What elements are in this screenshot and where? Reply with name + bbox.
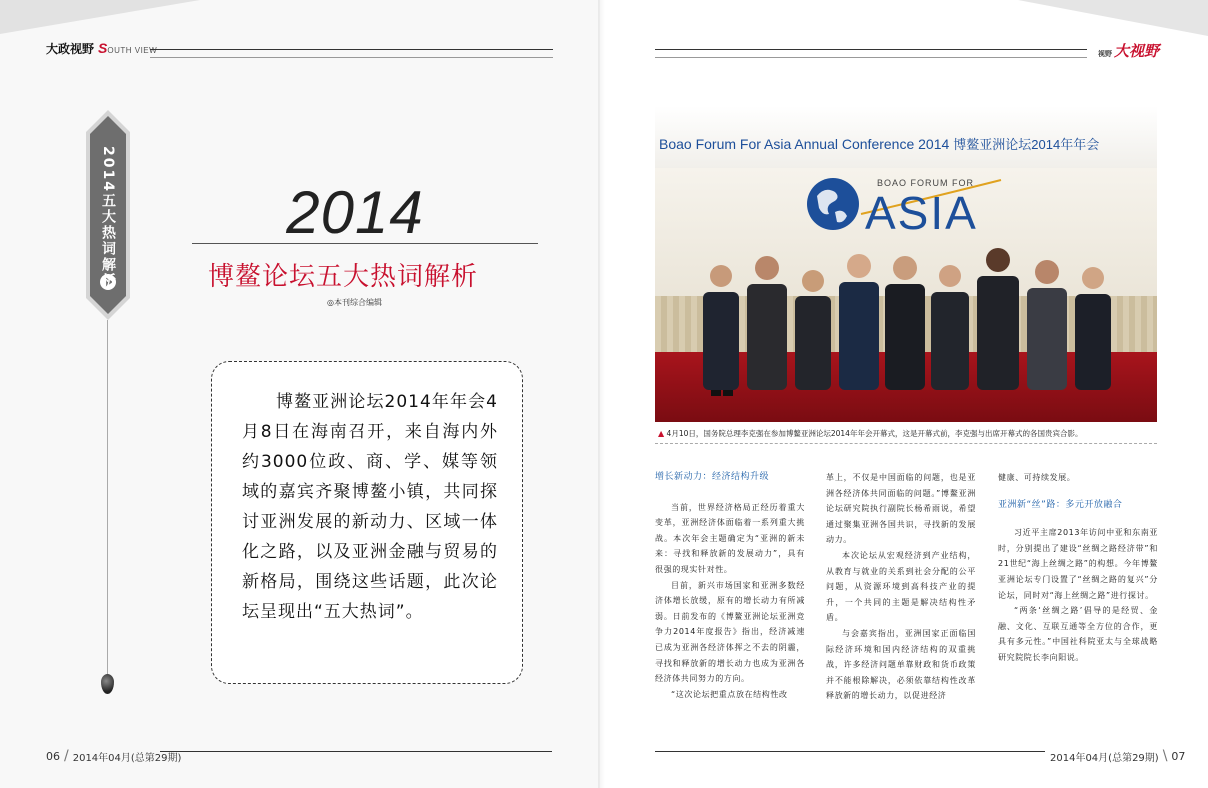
section-name: 大视野 [1114, 42, 1160, 60]
banner-zh: 博鳌亚洲论坛2014年年会 [953, 137, 1100, 152]
article-title: 博鳌论坛五大热词解析 [208, 262, 479, 292]
corner-decoration [1018, 0, 1208, 36]
issue-date: 2014年04月(总第29期) [1050, 752, 1159, 764]
section-heading: 增长新动力：经济结构升级 [655, 472, 770, 482]
caption-marker-icon: ▲ [658, 429, 665, 438]
caption-text: 4月10日，国务院总理李克强在参加博鳌亚洲论坛2014年年会开幕式，这是开幕式前，李克强与出席开幕式的各国贵宾合影。 [666, 429, 1083, 438]
section-heading: 亚洲新“丝”路：多元开放融合 [998, 499, 1123, 510]
caption-rule [655, 443, 1157, 444]
magazine-header-left [46, 40, 157, 57]
intro-text: 博鳌亚洲论坛2014年年会4月8日在海南召开，来自海内外约3000位政、商、学、媒等领域的嘉宾齐聚博鳌小镇，共同探讨亚洲发展的新动力、区域一体化之路，以及亚洲金融与贸易的新格局，围绕这些话题，此次论坛呈现出“五大热词”。 [242, 392, 498, 622]
header-rule [655, 57, 1087, 58]
byline: ◎本刊综合编辑 [327, 298, 382, 307]
page-fold [598, 0, 610, 788]
article-column-3 [998, 470, 1158, 666]
delegate-figure [747, 256, 787, 390]
footer-rule [655, 751, 1045, 752]
header-rule [655, 49, 1087, 50]
photo-caption [658, 428, 1158, 439]
paragraph: 与会嘉宾指出，亚洲国家正面临国际经济环境和国内经济结构的双重挑战，许多经济问题单靠财政和货币政策并不能根除解决，必须依靠结构性改革释放新的增长动力，以促进经济 [826, 628, 976, 701]
footer-slash: \ [1162, 748, 1168, 764]
issue-date: 2014年04月(总第29期) [72, 752, 182, 764]
header-rule [150, 57, 553, 58]
conference-photo [655, 106, 1157, 422]
delegate-figure [977, 248, 1019, 390]
delegate-figure [839, 254, 879, 390]
footer-rule [160, 751, 552, 752]
side-vertical-line [107, 320, 108, 678]
logo-big-text: ASIA [865, 187, 978, 239]
side-tag-label: 2014五大热词解析 [100, 146, 116, 289]
paragraph: 革上，不仅是中国面临的问题，也是亚洲各经济体共同面临的问题。”博鳌亚洲论坛研究院执行副院长杨希雨说，希望通过聚集亚洲各国共识，寻找新的发展动力。 [826, 473, 976, 545]
title-year: 2014 [286, 179, 424, 246]
paragraph: “这次论坛把重点放在结构性改 [671, 689, 788, 699]
magazine-header-right [1098, 40, 1159, 61]
paragraph: 目前，新兴市场国家和亚洲多数经济体增长放缓，原有的增长动力有所减弱。日前发布的《博鳌亚洲论坛亚洲竞争力2014年度报告》指出，经济减速已成为亚洲各经济体挥之不去的阴霾，寻找和释放新的增长动力也成为亚洲各经济体共同努力的方向。 [655, 580, 805, 684]
delegate-figure [1075, 267, 1111, 390]
paragraph: 当前，世界经济格局正经历着重大变革，亚洲经济体面临着一系列重大挑战。本次年会主题确定为“亚洲的新未来：寻找和释放新的发展动力”，具有很强的现实针对性。 [655, 502, 805, 574]
header-rule [150, 49, 553, 50]
paragraph: “两条‘丝绸之路’倡导的是经贸、金融、文化、互联互通等全方位的合作，更具有多元性。”中国社科院亚太与全球战略研究院院长李向阳说。 [998, 606, 1158, 662]
side-tag [86, 110, 130, 320]
delegate-figure [885, 256, 925, 390]
article-column-1 [655, 470, 805, 702]
footer-right [1050, 748, 1185, 764]
section-name-small: 视野 [1098, 50, 1112, 58]
paragraph: 本次论坛从宏观经济到产业结构，从教育与就业的关系到社会分配的公平问题，从资源环境到高科技产业的提升，一个共同的主题是解决结构性矛盾。 [826, 550, 976, 623]
logo-small-text: BOAO FORUM FOR [877, 178, 974, 188]
page-number: 07 [1171, 749, 1186, 763]
delegates-group [655, 106, 1157, 422]
banner-en: Boao Forum For Asia Annual Conference 2014 [659, 136, 950, 152]
section-name-en-initial: S [98, 40, 108, 56]
section-name: 大政视野 [46, 42, 95, 56]
footer-slash: / [64, 748, 69, 764]
paragraph: 健康、可持续发展。 [998, 473, 1076, 482]
section-name-en: OUTH VIEW [107, 46, 158, 55]
delegate-figure [1027, 260, 1067, 390]
delegate-figure [703, 265, 739, 396]
paragraph: 习近平主席2013年访问中亚和东南亚时，分别提出了建设“丝绸之路经济带”和21世纪“海上丝绸之路”的构想。今年博鳌亚洲论坛专门设置了“丝绸之路的复兴”分论坛，同时对“海上丝绸之路”进行探讨。 [998, 528, 1158, 600]
page-number: 06 [46, 749, 60, 763]
title-rule [192, 243, 538, 244]
delegate-figure [931, 265, 969, 390]
article-column-2 [826, 470, 976, 704]
delegate-figure [795, 270, 831, 390]
corner-decoration [0, 0, 200, 34]
